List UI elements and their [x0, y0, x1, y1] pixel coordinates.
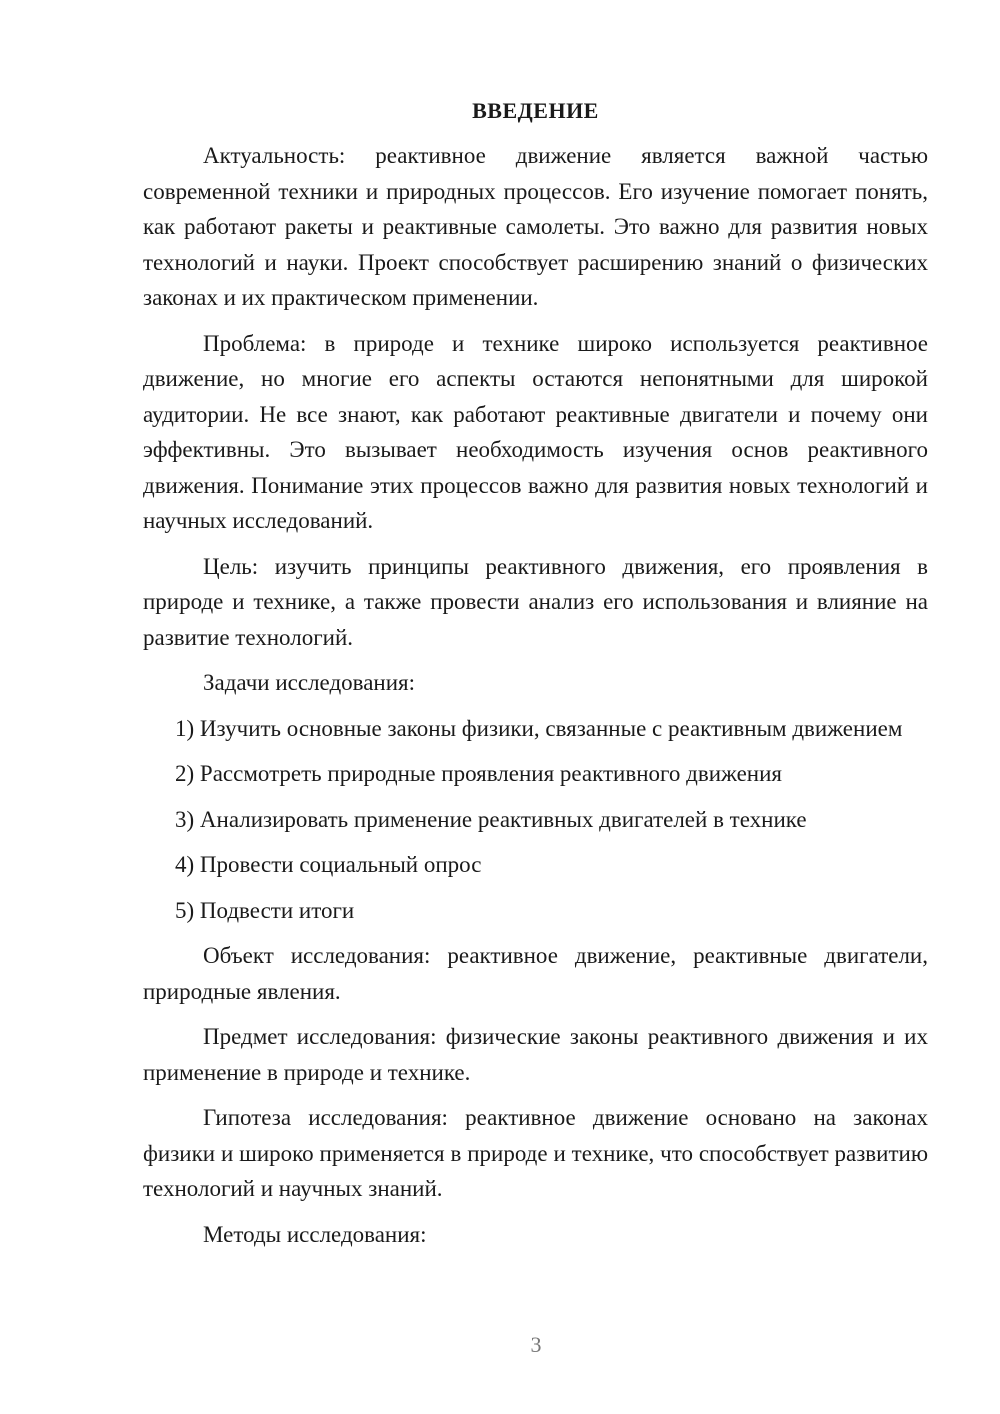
paragraph-problem: Проблема: в природе и технике широко используется реактивное движение, но многие его аспекты остаются непонятными для широкой аудитории. Не все знают, как работают реактивные двигатели и почему они эффективны. Это вызывает необходимость изучения основ реактивного движения. Понимание этих процессов важно для развития новых технологий и научных исследований. — [143, 330, 928, 533]
task-item-1: 1) Изучить основные законы физики, связанные с реактивным движением — [175, 715, 903, 741]
task-item-5: 5) Подвести итоги — [175, 897, 355, 923]
document-body — [143, 96, 928, 1262]
paragraph-object: Объект исследования: реактивное движение, реактивные двигатели, природные явления. — [143, 943, 928, 1004]
task-item-2: 2) Рассмотреть природные проявления реактивного движения — [175, 761, 782, 786]
paragraph-hypothesis: Гипотеза исследования: реактивное движение основано на законах физики и широко применяется в природе и технике, что способствует развитию технологий и научных знаний. — [143, 1105, 928, 1201]
tasks-heading: Задачи исследования: — [203, 670, 416, 695]
task-item-4: 4) Провести социальный опрос — [175, 852, 482, 877]
paragraph-goal: Цель: изучить принципы реактивного движения, его проявления в природе и технике, а также провести анализ его использования и влияние на развитие технологий. — [143, 553, 928, 650]
methods-heading: Методы исследования: — [203, 1221, 427, 1247]
task-item-3: 3) Анализировать применение реактивных двигателей в технике — [175, 806, 807, 832]
paragraph-relevance: Актуальность: реактивное движение является важной частью современной техники и природных процессов. Его изучение помогает понять, как работают ракеты и реактивные самолеты. Это важно для развития новых технологий и науки. Проект способствует расширению знаний о физических законах и их практическом применении. — [143, 143, 928, 310]
paragraph-subject: Предмет исследования: физические законы реактивного движения и их применение в природе и технике. — [143, 1024, 928, 1085]
section-title: ВВЕДЕНИЕ — [472, 98, 599, 123]
page-number: 3 — [530, 1332, 542, 1357]
